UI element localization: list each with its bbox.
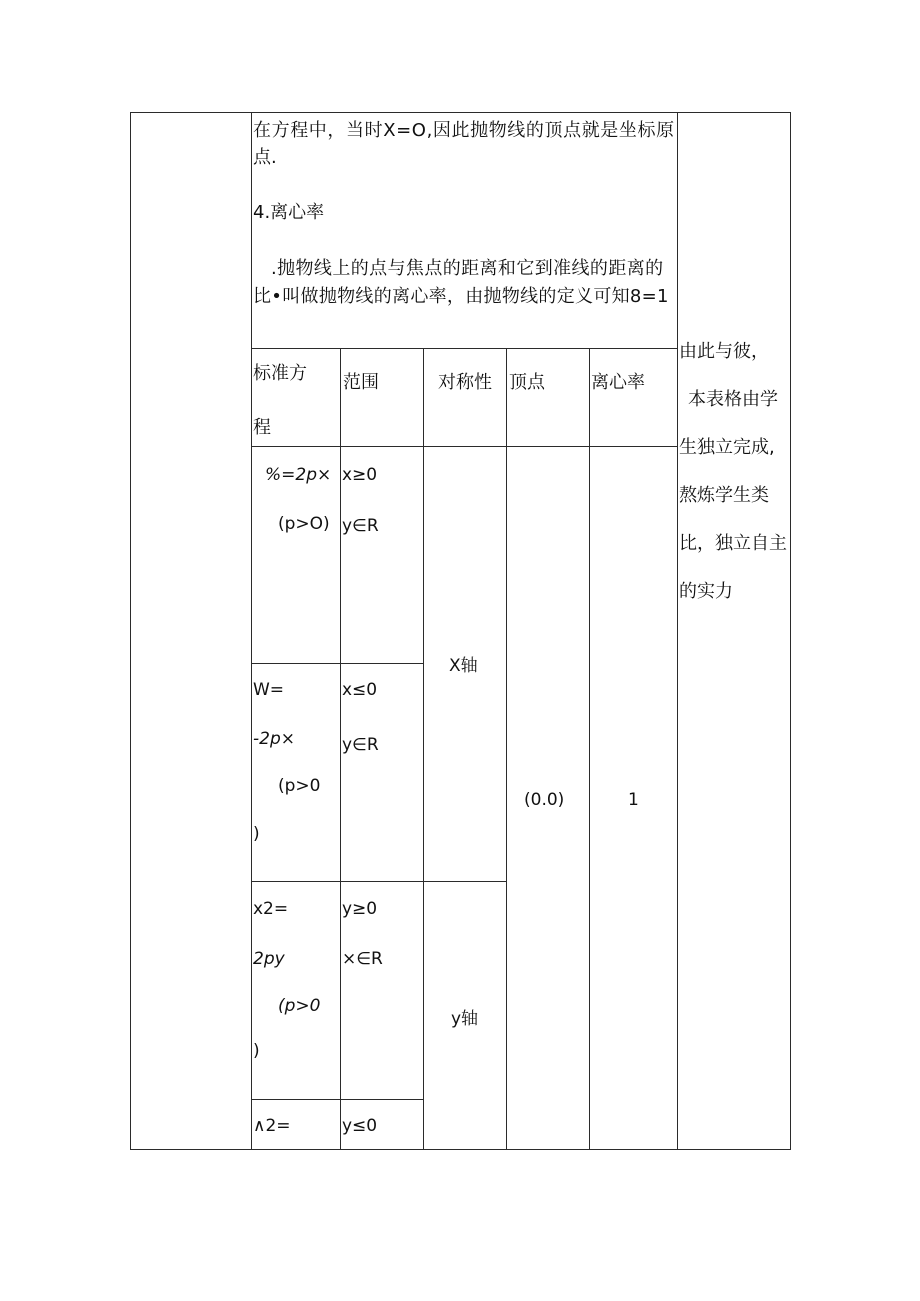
row2-equation-line-4: ) [253,824,260,844]
row3-range-line-1: y≥0 [342,899,378,919]
col-vertex-ecc-divider [589,348,590,1150]
outer-bottom-border [130,1149,791,1150]
row1-equation-line-1: %=2p× [265,465,332,485]
row3-equation-line-1: x2= [253,899,289,919]
eccentricity-heading: 4.离心率 [253,202,325,223]
row2-equation-line-1: W= [253,680,285,700]
row1-range-line-2: y∈R [342,516,379,536]
row2-range-line-2: y∈R [342,735,379,755]
note-line-3: 生独立完成, [679,437,775,458]
row1-range-line-1: x≥0 [342,465,378,485]
row3-equation-line-3: (p>0 [278,996,321,1016]
header-range: 范围 [343,372,379,393]
header-equation-line-2: 程 [253,417,271,438]
row3-range-line-2: ×∈R [342,949,383,969]
symmetry-y-axis: y轴 [451,1009,479,1029]
definition-line-1: .抛物线上的点与焦点的距离和它到准线的距离的 [271,258,664,279]
definition-line-2: 比•叫做抛物线的离心率，由抛物线的定义可知8=1 [253,286,669,307]
outer-left-border [130,112,131,1150]
left-column-divider [251,112,252,1150]
row2-equation-line-3: (p>0 [278,776,321,796]
row4-range-line-1: y≤0 [342,1116,378,1136]
row3-equation-line-2: 2py [253,949,285,969]
symmetry-x-axis: X轴 [449,656,478,676]
right-column-divider [677,112,678,1150]
row4-equation-line-1: ∧2= [253,1116,291,1136]
outer-top-border [130,112,791,113]
row2-range-line-1: x≤0 [342,680,378,700]
note-line-2: 本表格由学 [688,389,778,410]
note-line-5: 比，独立自主 [679,533,787,554]
row1-equation-line-2: (p>O) [278,514,330,534]
intro-line-1: 在方程中，当时X=O,因此抛物线的顶点就是坐标原 [253,120,675,141]
col-range-sym-divider [423,348,424,1150]
vertex-value: (0.0) [524,790,565,810]
note-line-6: 的实力 [679,581,733,602]
note-line-1: 由此与彼， [679,341,769,362]
row3-bottom [251,1099,423,1100]
header-vertex: 顶点 [509,372,545,393]
row2-equation-line-2: -2p× [253,729,295,749]
row3-equation-line-4: ) [253,1041,260,1061]
row1-bottom [251,663,423,664]
header-symmetry: 对称性 [438,372,492,393]
col-eq-range-divider [340,348,341,1150]
row2-bottom [251,881,506,882]
inner-header-bottom [251,446,678,447]
inner-table-top [251,348,678,349]
col-sym-vertex-divider [506,348,507,1150]
intro-line-2: 点. [253,147,277,168]
note-line-4: 熬炼学生类 [679,485,769,506]
header-equation-line-1: 标准方 [253,363,307,384]
outer-right-border [790,112,791,1150]
eccentricity-value: 1 [628,790,639,810]
header-eccentricity: 离心率 [591,372,645,393]
